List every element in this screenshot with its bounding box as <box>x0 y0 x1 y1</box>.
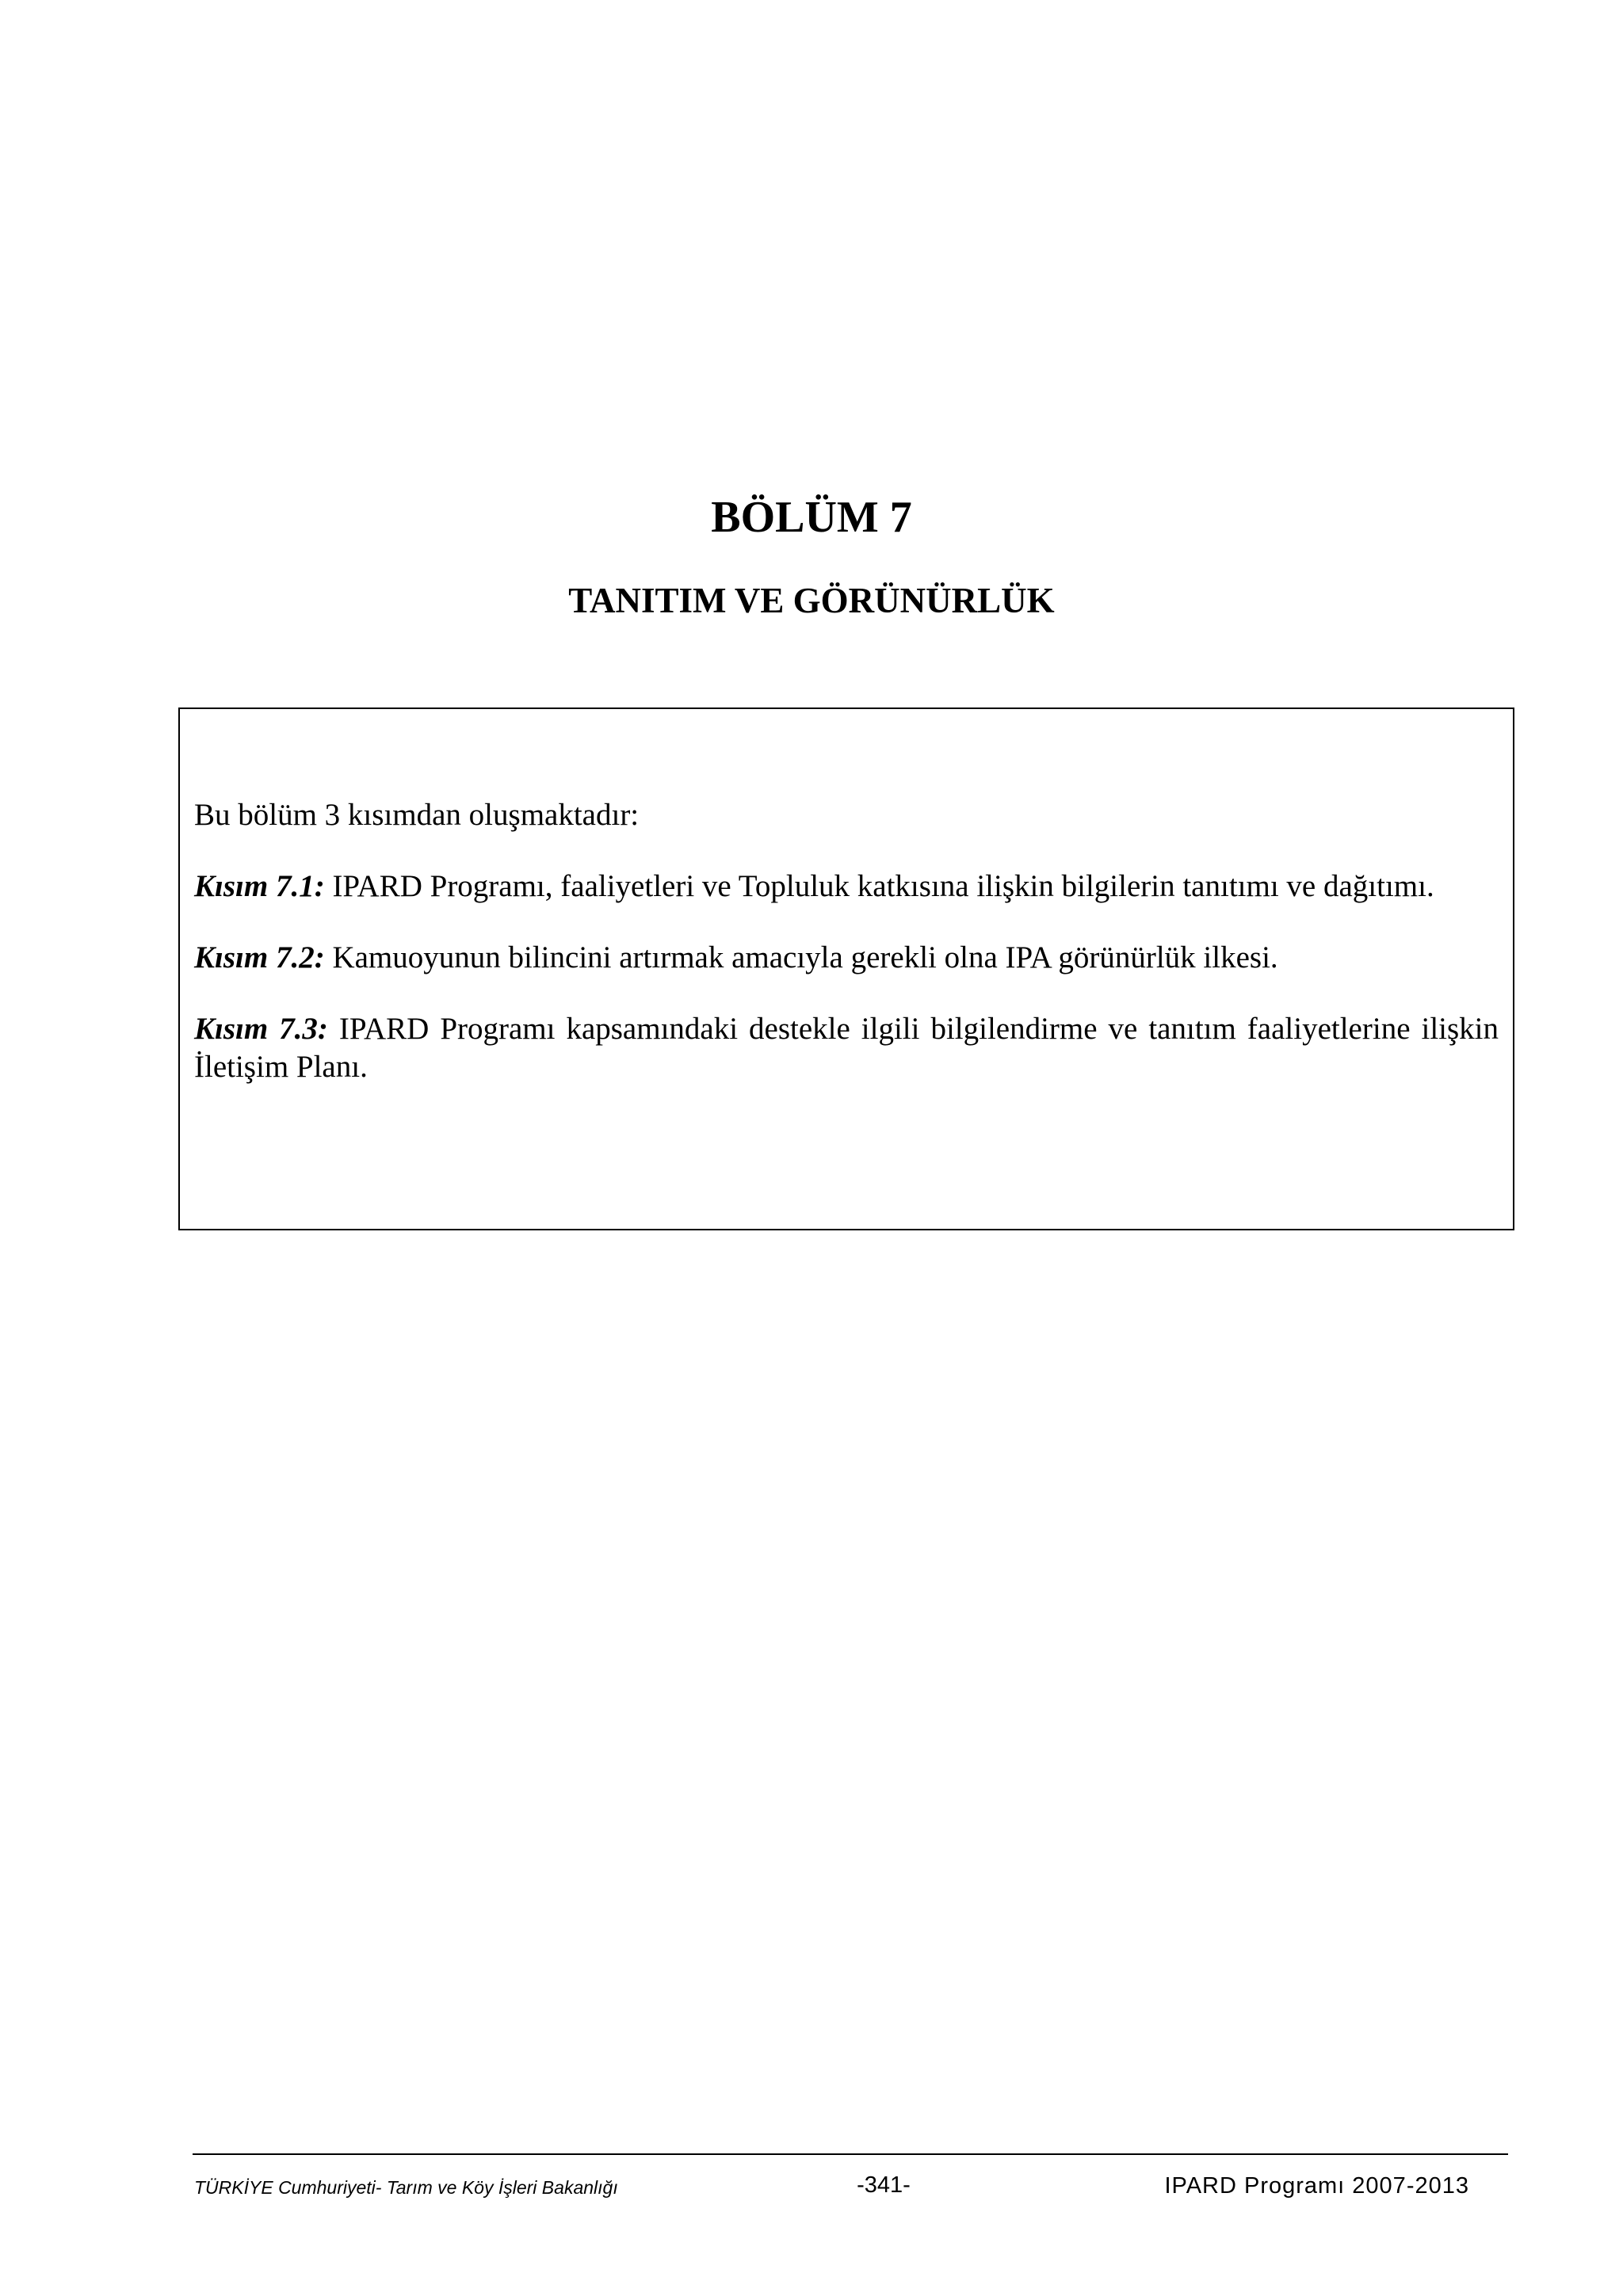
section-text: Kamuoyunun bilincini artırmak amacıyla gerekli olna IPA görünürlük ilkesi. <box>324 940 1278 974</box>
chapter-summary-box <box>178 707 1514 1230</box>
section-text: IPARD Programı, faaliyetleri ve Topluluk katkısına ilişkin bilgilerin tanıtımı ve dağıtımı. <box>324 869 1434 903</box>
chapter-subtitle: TANITIM VE GÖRÜNÜRLÜK <box>568 581 1055 620</box>
section-item-7-2 <box>194 939 1499 977</box>
summary-intro: Bu bölüm 3 kısımdan oluşmaktadır: <box>194 798 640 832</box>
section-item-7-1 <box>194 868 1499 906</box>
footer-ministry: TÜRKİYE Cumhuriyeti- Tarım ve Köy İşleri Bakanlığı <box>194 2177 618 2198</box>
chapter-title: BÖLÜM 7 <box>711 493 912 542</box>
summary-content <box>194 796 1499 1119</box>
section-label: Kısım 7.1: <box>194 869 325 903</box>
footer-program: IPARD Programı 2007-2013 <box>1164 2173 1469 2199</box>
section-label: Kısım 7.2: <box>194 940 325 974</box>
section-item-7-3 <box>194 1010 1499 1086</box>
footer-page-number: -341- <box>857 2172 911 2198</box>
footer-divider <box>193 2153 1508 2155</box>
section-text: IPARD Programı kapsamındaki destekle ilgili bilgilendirme ve tanıtım faaliyetlerine ilişkin İletişim Planı. <box>194 1012 1499 1084</box>
section-label: Kısım 7.3: <box>194 1012 328 1046</box>
